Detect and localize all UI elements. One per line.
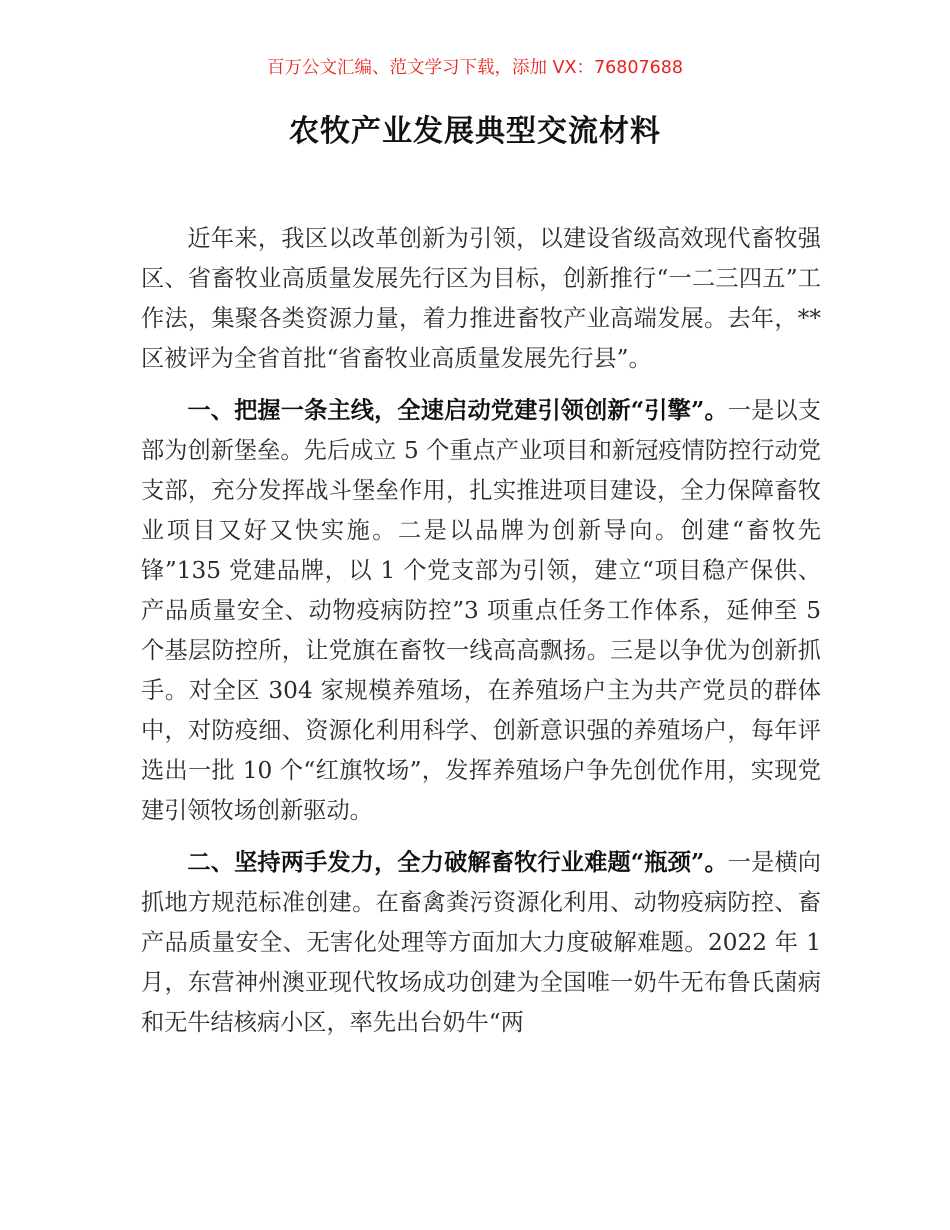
paragraph-text: 一是横向抓地方规范标准创建。在畜禽粪污资源化利用、动物疫病防控、畜产品质量安全、无害化处理等方面加大力度破解难题。2022 年 1 月，东营神州澳亚现代牧场成功创建为全国唯一奶牛无布鲁氏菌病和无牛结核病小区，率先出台奶牛“两 [141,849,821,1036]
paragraph-intro [141,219,821,379]
paragraph-text: 近年来，我区以改革创新为引领，以建设省级高效现代畜牧强区、省畜牧业高质量发展先行区为目标，创新推行“一二三四五”工作法，集聚各类资源力量，着力推进畜牧产业高端发展。去年，**区被评为全省首批“省畜牧业高质量发展先行县”。 [141,225,821,372]
document-body [141,219,821,1055]
watermark-banner: 百万公文汇编、范文学习下载，添加 VX：76807688 [266,58,684,78]
document-title: 农牧产业发展典型交流材料 [289,114,661,149]
section-heading-1: 一、把握一条主线，全速启动党建引领创新“引擎”。 [187,397,728,424]
paragraph-section-2 [141,843,821,1043]
section-heading-2: 二、坚持两手发力，全力破解畜牧行业难题“瓶颈”。 [187,849,728,876]
paragraph-text: 一是以支部为创新堡垒。先后成立 5 个重点产业项目和新冠疫情防控行动党支部，充分发挥战斗堡垒作用，扎实推进项目建设，全力保障畜牧业项目又好又快实施。二是以品牌为创新导向。创建“畜牧先锋”135 党建品牌，以 1 个党支部为引领，建立“项目稳产保供、产品质量安全、动物疫病防控”3 项重点任务工作体系，延伸至 5 个基层防控所，让党旗在畜牧一线高高飘扬。三是以争优为创新抓手。对全区 304 家规模养殖场，在养殖场户主为共产党员的群体中，对防疫细、资源化利用科学、创新意识强的养殖场户，每年评选出一批 10 个“红旗牧场”，发挥养殖场户争先创优作用，实现党建引领牧场创新驱动。 [141,397,821,824]
paragraph-section-1 [141,391,821,831]
